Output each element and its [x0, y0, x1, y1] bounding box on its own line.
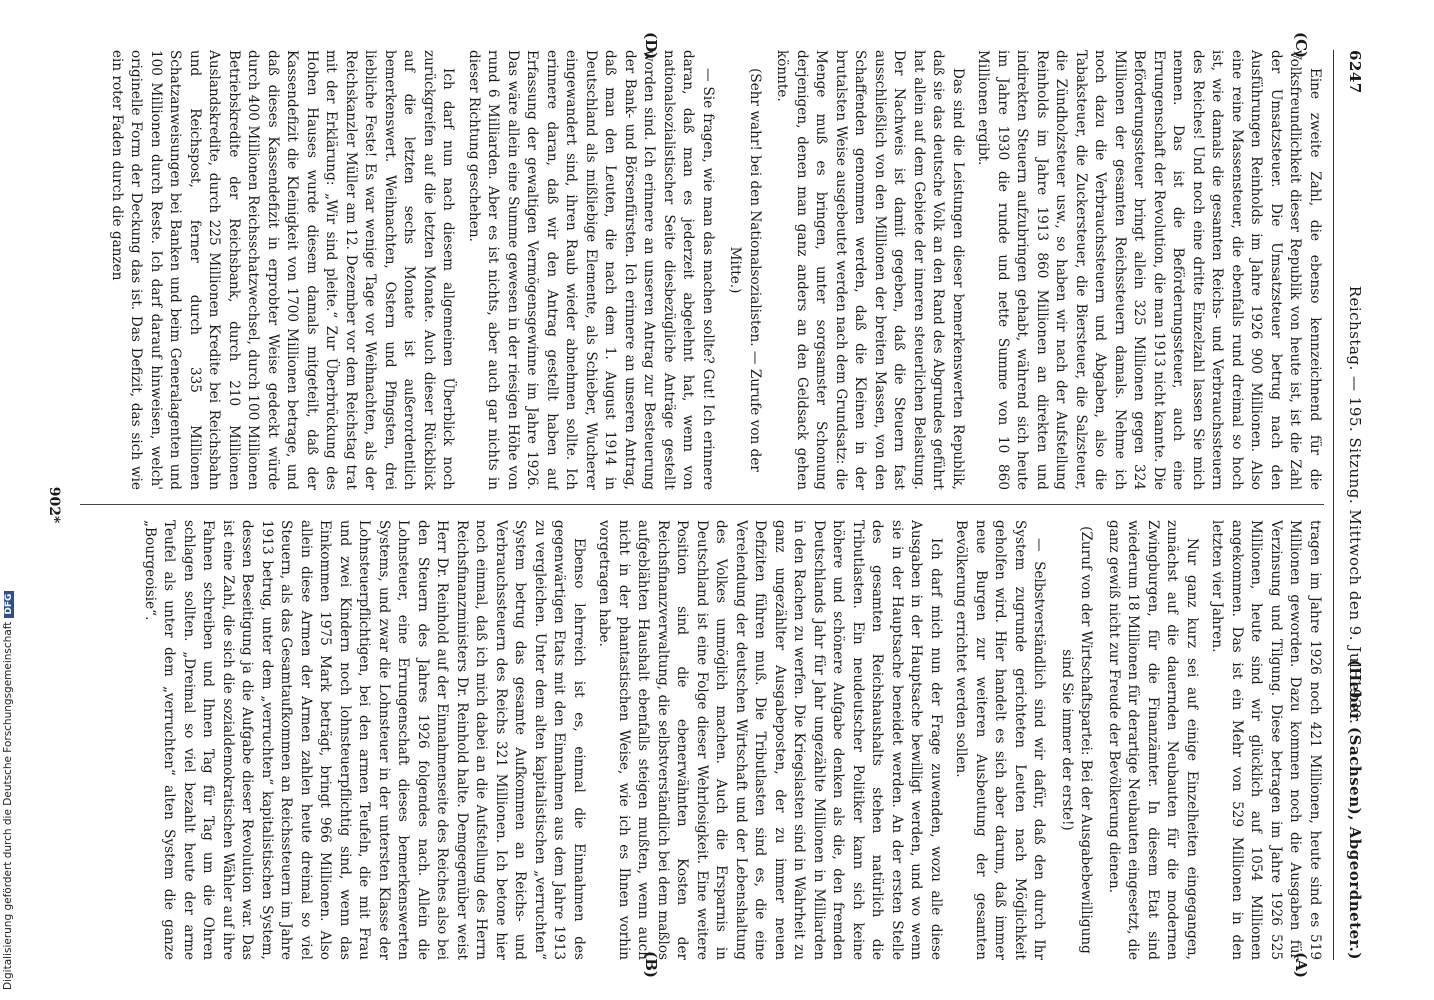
- paragraph: Eine zweite Zahl, die ebenso kennzeichnend für die Volksfreundlichkeit dieser Republik von heute ist, ist die Zahl der Umsatzsteuer. Die Umsatzsteuer betrug nach den Ausführungen Reinholds im Jahre 1926 900 Millionen. Also eine reine Massensteuer, die ebenfalls rund dreimal so hoch ist, wie damals die gesamten Reichs- und Verbrauchssteuern des Reiches! Und noch eine dritte Einzelzahl lassen Sie mich nennen. Das ist die Beförderungssteuer, auch eine Errungenschaft der Revolution, die man 1913 nicht kannte. Die Beförderungssteuer bringt allein 325 Millionen gegen 324 Millionen der gesamten Reichssteuern damals. Nehme ich noch dazu die Verbrauchssteuern und Abgaben, also die Tabaksteuer, die Zuckersteuer, die Biersteuer, die Salzsteuer, die Zündholzsteuer usw., so haben wir nach der Aufstellung Reinholds im Jahre 1913 860 Millionen an direkten und indirekten Steuern aufzubringen gehabt, während sich heute im Jahre 1930 die runde und nette Summe von 10 860 Millionen ergibt.: [975, 50, 1323, 490]
- right-column: [80, 520, 1324, 960]
- dfg-logo-icon: DFG: [4, 591, 14, 618]
- page-header: [1336, 50, 1370, 960]
- column-divider: [80, 504, 1324, 505]
- footer-page-mark: 902*: [46, 486, 62, 524]
- interjection: (Zuruf von der Wirtschaftspartei: Bei der Ausgabebewilligung sind Sie immer der erste!): [1059, 526, 1095, 954]
- dfg-notice-text: Digitalisierung gefördert durch die Deutsche Forschungsgemeinschaft: [2, 621, 14, 990]
- paragraph: — Sie fragen, wie man das machen sollte? Gut! Ich erinnere daran, daß man es jederzeit abgelehnt hat, wenn von nationalsozialistischer Seite diesbezügliche Anträge gestellt worden sind. Ich erinnere an unseren Antrag zur Besteuerung der Bank- und Börsenfürsten. Ich erinnere an unseren Antrag, daß man den Leuten, die nach dem 1. August 1914 in Deutschland als mißliebige Elemente, als Schieber, Wucherer eingewandert sind, ihren Raub wieder abnehmen sollte. Ich erinnere daran, daß wir den Antrag gestellt haben auf Erfassung der gewaltigen Vermögensgewinne im Jahre 1926. Das wäre allein eine Summe gewesen in der riesigen Höhe von rund 6 Milliarden. Aber es ist nichts, aber auch gar nichts in dieser Richtung geschehen.: [466, 50, 716, 490]
- marker-a: (A): [1292, 952, 1310, 978]
- speaker-head: (Heber (Sachsen), Abgeordneter.): [1346, 659, 1364, 960]
- marker-c: (C): [1292, 32, 1310, 59]
- interjection: (Sehr wahr! bei den Nationalsozialisten. — Zurufe von der Mitte.): [727, 68, 763, 472]
- paragraph: Nur ganz kurz sei auf einige Einzelheiten eingegangen, zunächst auf die dauernden Neubauten für die modernen Zwingburgen, für die Finanzämter. In diesem Etat sind wiederum 18 Millionen für derartige Neubauten eingesetzt, die ganz gewiß nicht zur Freude der Bevölkerung dienen.: [1106, 520, 1200, 960]
- paragraph: Das sind die Leistungen dieser bemerkenswerten Republik, daß sie das deutsche Volk an den Rand des Abgrundes geführt hat allein auf dem Gebiete der inneren steuerlichen Belastung. Der Nachweis ist damit gegeben, daß die Steuern fast ausschließlich von den Millionen der breiten Massen, von den Schaffenden genommen werden, daß die Kleinen in der brutalsten Weise ausgebeutet werden nach dem Grundsatz: die Menge muß es bringen, unter sorgsamster Schonung derjenigen, denen man ganz anders an den Geldsack gehen könnte.: [774, 50, 966, 490]
- paragraph: — Selbstverständlich sind wir dafür, daß den durch Ihr System zugrunde gerichteten Leuten nach Möglichkeit geholfen wird. Hier handelt es sich aber darum, daß immer neue Burgen zur weiteren Ausbeutung der gesamten Bevölkerung errichtet werden sollen.: [953, 520, 1048, 960]
- page-sheet: [40, 30, 1380, 980]
- marker-d: (D): [642, 32, 660, 60]
- header-rule: [1333, 50, 1334, 960]
- paragraph: Ich darf nun nach diesem allgemeinen Überblick noch zurückgreifen auf die letzten Monate. Auch dieser Rückblick auf die letzten sechs Monate ist außerordentlich bemerkenswert. Weihnachten, Ostern und Pfingsten, drei liebliche Feste! Es war wenige Tage vor Weihnachten, als der Reichskanzler Müller am 12. Dezember vor dem Reichstag trat mit der Erklärung: „Wir sind pleite.“ Zur Überbrückung des Hohen Hauses wurde diesem damals mitgeteilt, daß der Kassendefizit die Kleinigkeit von 1700 Millionen betrage, und daß dieses Kassendefizit in erprobter Weise gedeckt würde durch 400 Millionen Reichsschatzwechsel, durch 100 Millionen Betriebskredite der Reichsbank, durch 210 Millionen Auslandskredite, durch 225 Millionen Kredite bei Reichsbahn und Reichspost, ferner durch 335 Millionen Schatzanweisungen bei Banken und beim Generalagenten und 100 Millionen durch Reste. Ich darf darauf hinweisen, welch' originelle Form der Deckung das ist. Das Defizit, das sich wie ein roter Faden durch die ganzen: [109, 50, 457, 490]
- page-number: 6247: [1346, 50, 1364, 94]
- running-head: Reichstag. — 195. Sitzung. Mittwoch den 9. Juli 1930.: [1346, 285, 1364, 725]
- scanned-page: [40, 30, 1380, 980]
- paragraph: Ich darf mich nun der Frage zuwenden, wozu alle diese Ausgaben in der Hauptsache bewilligt werden, und wo wenn sie in der Hauptsache beneidet werden. An der ersten Stelle des gesamten Reichshaushalts stehen natürlich die Tributlasten. Ein neudeutscher Politiker kann sich keine höhere und schönere Aufgabe denken als die, den fremden Deutschlands Jahr für Jahr ungezählte Millionen in Milliarden in den Rachen zu werfen. Die Kriegslasten sind in Wahrheit zu ganz ungezählter Ausgabeposten, der zu immer neuen Defiziten führen muß. Die Tributlasten sind es, die eine Verelendung der deutschen Wirtschaft und der Lebenshaltung des Volkes unmöglich machen. Auch die Ersparnis in Deutschland ist eine Folge dieser Wehrlosigkeit. Eine weitere Position sind die ebenerwähnten Kosten der Reichsfinanzverwaltung, die selbstverständlich bei dem maßlos aufgeblähten Haushalt ebenfalls steigen mußten, wenn auch nicht in der phantastischen Weise, wie ich es Ihnen vorhin vorgetragen habe.: [596, 520, 944, 960]
- paragraph: tragen im Jahre 1926 noch 421 Millionen, heute sind es 519 Millionen geworden. Dazu kommen noch die Ausgaben für Verzinsung und Tilgung. Diese betragen im Jahre 1926 525 Millionen, heute sind wir glücklich auf 1054 Millionen angekommen. Das ist ein Mehr von 529 Millionen in den letzten vier Jahren.: [1209, 520, 1323, 960]
- marker-b: (B): [642, 951, 660, 978]
- paragraph: Ebenso lehrreich ist es, einmal die Einnahmen des gegenwärtigen Etats mit den Einnahmen aus dem Jahre 1913 zu vergleichen. Unter dem alten kapitalistischen „verruchten“ System betrug das gesamte Aufkommen an Reichs- und Verbrauchssteuern des Reichs 321 Millionen. Ich betone hier noch einmal, daß ich mich dabei an die Aufstellung des Herrn Reichsfinanzministers Dr. Reinhold halte. Demgegenüber weist Herr Dr. Reinhold auf der Einnahmenseite des Reiches also bei den Steuern des Jahres 1926 folgendes nach. Allein die Lohnsteuer, eine Errungenschaft dieses bemerkenswerten Systems, und zwar die Lohnsteuer in der untersten Klasse der Lohnsteuerpflichtigen, bei den armen Teufeln, die mit Frau und zwei Kindern noch lohnsteuerpflichtig sind, wenn das Einkommen 1975 Mark beträgt, bringt 966 Millionen. Also allein diese Armen der Armen zahlen heute dreimal so viel Steuern, als das Gesamtaufkommen an Reichssteuern im Jahre 1913 betrug, unter dem „verruchten“ kapitalistischen System, dessen Beseitigung ja die Aufgabe dieser Revolution war. Das ist eine Zahl, die sich die sozialdemokratischen Wähler auf ihre Fahnen schreiben und Ihnen Tag für Tag um die Ohren schlagen sollten. „Dreimal so viel bezahlt heute der arme Teufel als unter dem „verruchten“ alten System die ganze „Bourgeoisie“.: [142, 520, 587, 960]
- dfg-notice: [2, 591, 14, 990]
- left-column: [80, 50, 1324, 490]
